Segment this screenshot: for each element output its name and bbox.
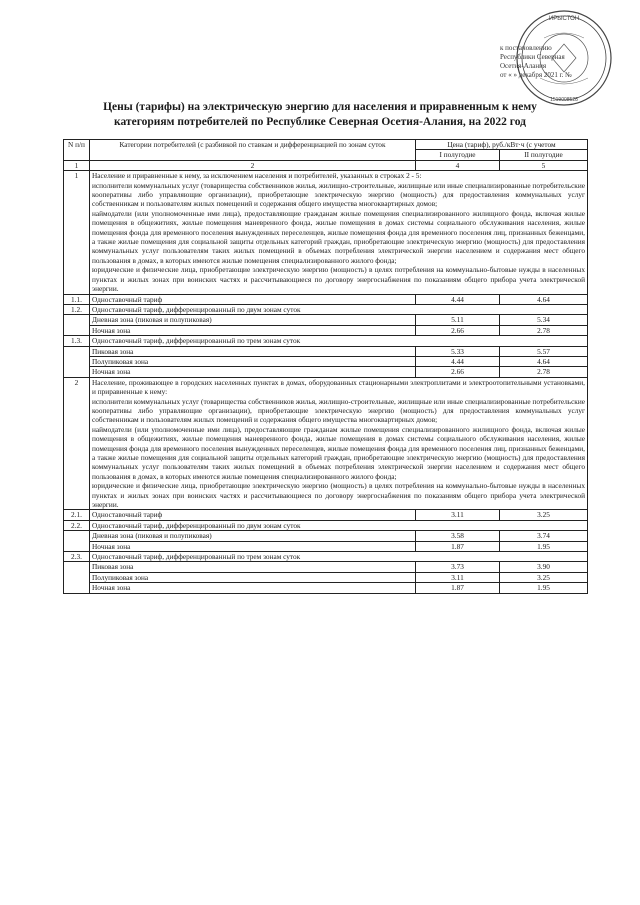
row-label: Дневная зона (пиковая и полупиковая)	[90, 315, 416, 325]
row-label: Одноставочный тариф, дифференцированный по двум зонам суток	[90, 520, 588, 530]
price-half-1: 2.66	[416, 367, 500, 377]
row-label: Одноставочный тариф	[90, 294, 416, 304]
svg-text:1519008528: 1519008528	[550, 97, 578, 103]
header-price: Цена (тариф), руб./кВт·ч (с учетом	[416, 140, 588, 150]
row-label: Ночная зона	[90, 583, 416, 593]
table-row	[64, 531, 588, 541]
price-half-1: 4.44	[416, 294, 500, 304]
table-row	[64, 171, 588, 294]
table-row	[64, 356, 588, 366]
row-label: Ночная зона	[90, 325, 416, 335]
price-half-2: 3.90	[500, 562, 588, 572]
description-paragraph: исполнители коммунальных услуг (товарищества собственников жилья, жилищно-строительные, жилищные или иные специализированные потребительские кооперативы либо управляющие организации), приобретающие электрическую энергию (мощность) для предоставления коммунальных услуг собственникам и пользователям жилых помещений и содержания общего имущества многоквартирных домов;	[92, 396, 585, 425]
price-half-2: 5.34	[500, 315, 588, 325]
price-half-2: 3.25	[500, 572, 588, 582]
svg-text:ИРЫСТОН: ИРЫСТОН	[548, 16, 580, 22]
row-label: Дневная зона (пиковая и полупиковая)	[90, 531, 416, 541]
title-line-1: Цены (тарифы) на электрическую энергию для населения и приравненным к нему	[103, 101, 537, 113]
price-half-1: 5.33	[416, 346, 500, 356]
approval-note-line: от « » декабря 2021 г. №	[500, 71, 572, 79]
table-row	[64, 377, 588, 510]
price-half-2: 3.25	[500, 510, 588, 520]
header-category: Категории потребителей (с разбивкой по ставкам и дифференциацией по зонам суток	[90, 140, 416, 161]
price-half-2: 2.78	[500, 367, 588, 377]
price-half-1: 3.73	[416, 562, 500, 572]
row-num: 1	[64, 171, 90, 294]
table-index-row	[64, 160, 588, 170]
table-row	[64, 562, 588, 572]
row-num: 2.2.	[64, 520, 90, 530]
row-num	[64, 315, 90, 336]
row-label: Одноставочный тариф	[90, 510, 416, 520]
table-row	[64, 325, 588, 335]
index-cell: 1	[64, 160, 90, 170]
row-label: Полупиковая зона	[90, 572, 416, 582]
table-row	[64, 294, 588, 304]
table-row	[64, 572, 588, 582]
header-half-2: II полугодие	[500, 150, 588, 160]
group-description	[90, 171, 588, 294]
description-paragraph: юридические и физические лица, приобретающие электрическую энергию (мощность) в целях потребления на коммунально-бытовые нужды в населенных пунктах и жилых зонах при воинских частях и рассчитывающиеся по договору энергоснабжения по показаниям общего прибора учета электрической энергии.	[92, 481, 585, 510]
table-row	[64, 346, 588, 356]
price-half-1: 3.11	[416, 510, 500, 520]
description-paragraph: юридические и физические лица, приобретающие электрическую энергию (мощность) в целях потребления на коммунально-бытовые нужды в населенных пунктах и жилых зонах при воинских частях и рассчитывающиеся по договору энергоснабжения по показаниям общего прибора учета электрической энергии.	[92, 265, 585, 294]
index-cell: 2	[90, 160, 416, 170]
table-row	[64, 552, 588, 562]
header-num: N п/п	[64, 140, 90, 161]
price-half-2: 4.64	[500, 294, 588, 304]
row-label: Пиковая зона	[90, 346, 416, 356]
approval-note	[500, 44, 620, 80]
table-row	[64, 315, 588, 325]
price-half-1: 1.87	[416, 583, 500, 593]
price-half-2: 3.74	[500, 531, 588, 541]
price-half-1: 3.11	[416, 572, 500, 582]
row-label: Полупиковая зона	[90, 356, 416, 366]
table-row	[64, 541, 588, 551]
price-half-2: 2.78	[500, 325, 588, 335]
table-row	[64, 520, 588, 530]
row-num: 2.1.	[64, 510, 90, 520]
price-half-2: 4.64	[500, 356, 588, 366]
row-label: Ночная зона	[90, 541, 416, 551]
header-half-1: I полугодие	[416, 150, 500, 160]
price-half-2: 1.95	[500, 541, 588, 551]
row-label: Ночная зона	[90, 367, 416, 377]
table-row	[64, 367, 588, 377]
price-half-1: 2.66	[416, 325, 500, 335]
price-half-1: 1.87	[416, 541, 500, 551]
row-label: Одноставочный тариф, дифференцированный по трем зонам суток	[90, 336, 588, 346]
row-num: 1.1.	[64, 294, 90, 304]
row-label: Одноставочный тариф, дифференцированный по двум зонам суток	[90, 304, 588, 314]
price-half-2: 1.95	[500, 583, 588, 593]
tariff-table	[63, 139, 588, 594]
price-half-1: 3.58	[416, 531, 500, 541]
description-paragraph: исполнители коммунальных услуг (товарищества собственников жилья, жилищно-строительные, жилищные или иные специализированные потребительские кооперативы либо управляющие организации), приобретающие электрическую энергию (мощность) для предоставления коммунальных услуг собственникам и пользователям жилых помещений и содержания общего имущества многоквартирных домов;	[92, 180, 585, 209]
table-row	[64, 510, 588, 520]
table-row	[64, 583, 588, 593]
row-label: Одноставочный тариф, дифференцированный по трем зонам суток	[90, 552, 588, 562]
row-num: 2.3.	[64, 552, 90, 562]
row-num: 1.2.	[64, 304, 90, 314]
index-cell: 5	[500, 160, 588, 170]
price-half-1: 5.11	[416, 315, 500, 325]
group-description	[90, 377, 588, 510]
description-paragraph: Население и приравненные к нему, за исключением населения и потребителей, указанных в строках 2 - 5:	[92, 171, 422, 181]
document-title	[60, 100, 580, 130]
row-label: Пиковая зона	[90, 562, 416, 572]
table-row	[64, 336, 588, 346]
approval-note-line: Осетия-Алания	[500, 62, 547, 70]
table-row	[64, 304, 588, 314]
approval-note-line: Республики Северная	[500, 53, 565, 61]
price-half-2: 5.57	[500, 346, 588, 356]
approval-note-line: к постановлению	[500, 44, 552, 52]
price-half-1: 4.44	[416, 356, 500, 366]
row-num: 2	[64, 377, 90, 510]
description-paragraph: Население, проживающее в городских населенных пунктах в домах, оборудованных стационарными электроплитами и электроотопительными установками, и приравненные к нему:	[92, 377, 585, 397]
description-paragraph: наймодатели (или уполномоченные ими лица), предоставляющие гражданам жилые помещения специализированного жилищного фонда, включая жилые помещения в общежитиях, жилые помещения маневренного фонда, жилые помещения в домах системы социального обслуживания населения, жилые помещения фонда для временного поселения вынужденных переселенцев, жилые помещения фонда для временного поселения лиц, признанных беженцами, а также жилые помещения для социальной защиты отдельных категорий граждан, приобретающие электрическую энергию (мощность) для предоставления коммунальных услуг пользователям таких жилых помещений в объемах потребления электрической энергии населением и содержания мест общего пользования в домах, в которых имеются жилые помещения специализированного жилого фонда;	[92, 424, 585, 481]
title-line-2: категориям потребителей по Республике Северная Осетия-Алания, на 2022 год	[114, 116, 526, 128]
row-num	[64, 531, 90, 552]
table-header-row	[64, 140, 588, 150]
index-cell: 4	[416, 160, 500, 170]
row-num	[64, 346, 90, 377]
row-num: 1.3.	[64, 336, 90, 346]
description-paragraph: наймодатели (или уполномоченные ими лица), предоставляющие гражданам жилые помещения специализированного жилищного фонда, включая жилые помещения в общежитиях, жилые помещения маневренного фонда, жилые помещения в домах системы социального обслуживания населения, жилые помещения фонда для временного поселения вынужденных переселенцев, жилые помещения фонда для временного поселения лиц, признанных беженцами, а также жилые помещения для социальной защиты отдельных категорий граждан, приобретающие электрическую энергию (мощность) для предоставления коммунальных услуг пользователям таких жилых помещений в объемах потребления электрической энергии населением и содержания мест общего пользования в домах, в которых имеются жилые помещения специализированного жилого фонда;	[92, 208, 585, 265]
row-num	[64, 562, 90, 593]
